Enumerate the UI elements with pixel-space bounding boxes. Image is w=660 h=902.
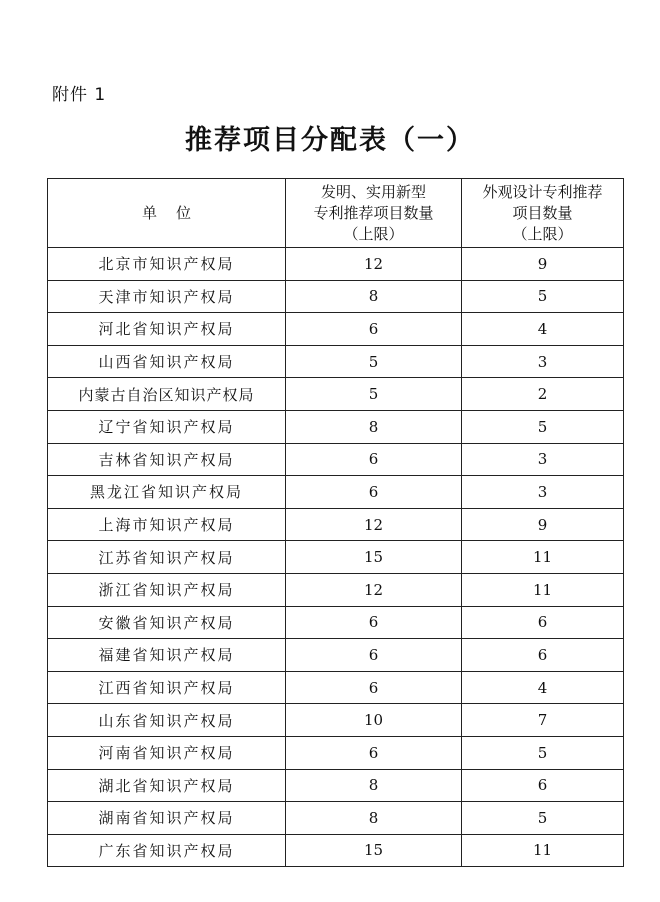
unit-cell: 河北省知识产权局	[48, 313, 286, 346]
table-row	[48, 443, 624, 476]
design-quota-cell: 6	[462, 639, 624, 672]
invention-quota-cell: 6	[286, 736, 462, 769]
design-quota-cell: 5	[462, 736, 624, 769]
table-row	[48, 248, 624, 281]
invention-quota-cell: 6	[286, 606, 462, 639]
invention-quota-cell: 12	[286, 248, 462, 281]
unit-cell: 上海市知识产权局	[48, 508, 286, 541]
table-row	[48, 476, 624, 509]
design-quota-cell: 3	[462, 443, 624, 476]
unit-cell: 内蒙古自治区知识产权局	[48, 378, 286, 411]
table-row	[48, 313, 624, 346]
header-invention-line: 发明、实用新型	[320, 182, 426, 201]
design-quota-cell: 2	[462, 378, 624, 411]
table-row	[48, 704, 624, 737]
unit-cell: 河南省知识产权局	[48, 736, 286, 769]
unit-cell: 福建省知识产权局	[48, 639, 286, 672]
unit-cell: 浙江省知识产权局	[48, 573, 286, 606]
invention-quota-cell: 8	[286, 802, 462, 835]
invention-quota-cell: 6	[286, 671, 462, 704]
unit-cell: 吉林省知识产权局	[48, 443, 286, 476]
design-quota-cell: 11	[462, 834, 624, 867]
attachment-label: 附件 1	[52, 85, 107, 105]
unit-cell: 安徽省知识产权局	[48, 606, 286, 639]
unit-cell: 辽宁省知识产权局	[48, 410, 286, 443]
design-quota-cell: 7	[462, 704, 624, 737]
table-row	[48, 834, 624, 867]
unit-cell: 山西省知识产权局	[48, 345, 286, 378]
table-row	[48, 541, 624, 574]
header-invention-line: 专利推荐项目数量	[313, 203, 434, 222]
invention-quota-cell: 10	[286, 704, 462, 737]
header-design-quota	[462, 179, 624, 248]
invention-quota-cell: 5	[286, 345, 462, 378]
table-row	[48, 345, 624, 378]
design-quota-cell: 4	[462, 671, 624, 704]
invention-quota-cell: 6	[286, 313, 462, 346]
invention-quota-cell: 12	[286, 573, 462, 606]
invention-quota-cell: 8	[286, 769, 462, 802]
header-invention-line: （上限）	[343, 224, 404, 243]
unit-cell: 天津市知识产权局	[48, 280, 286, 313]
unit-cell: 黑龙江省知识产权局	[48, 476, 286, 509]
table-row	[48, 573, 624, 606]
header-invention-quota	[286, 179, 462, 248]
table-row	[48, 769, 624, 802]
table-row	[48, 280, 624, 313]
table-row	[48, 639, 624, 672]
table-row	[48, 508, 624, 541]
table-row	[48, 671, 624, 704]
unit-cell: 广东省知识产权局	[48, 834, 286, 867]
invention-quota-cell: 12	[286, 508, 462, 541]
design-quota-cell: 5	[462, 280, 624, 313]
table-row	[48, 606, 624, 639]
header-design-line: （上限）	[512, 224, 573, 243]
design-quota-cell: 11	[462, 573, 624, 606]
page-title: 推荐项目分配表（一）	[185, 125, 475, 156]
table-row	[48, 802, 624, 835]
table-header-row	[48, 179, 624, 248]
unit-cell: 湖南省知识产权局	[48, 802, 286, 835]
invention-quota-cell: 15	[286, 541, 462, 574]
header-unit: 单 位	[48, 179, 286, 248]
invention-quota-cell: 15	[286, 834, 462, 867]
design-quota-cell: 4	[462, 313, 624, 346]
design-quota-cell: 6	[462, 769, 624, 802]
unit-cell: 山东省知识产权局	[48, 704, 286, 737]
header-design-line: 项目数量	[512, 203, 573, 222]
design-quota-cell: 9	[462, 508, 624, 541]
unit-cell: 湖北省知识产权局	[48, 769, 286, 802]
invention-quota-cell: 8	[286, 280, 462, 313]
table-row	[48, 736, 624, 769]
invention-quota-cell: 6	[286, 639, 462, 672]
table-row	[48, 410, 624, 443]
design-quota-cell: 9	[462, 248, 624, 281]
unit-cell: 江西省知识产权局	[48, 671, 286, 704]
design-quota-cell: 5	[462, 410, 624, 443]
design-quota-cell: 11	[462, 541, 624, 574]
allocation-table	[47, 178, 624, 867]
invention-quota-cell: 5	[286, 378, 462, 411]
design-quota-cell: 3	[462, 345, 624, 378]
unit-cell: 江苏省知识产权局	[48, 541, 286, 574]
header-design-line: 外观设计专利推荐	[482, 182, 603, 201]
design-quota-cell: 3	[462, 476, 624, 509]
unit-cell: 北京市知识产权局	[48, 248, 286, 281]
invention-quota-cell: 8	[286, 410, 462, 443]
design-quota-cell: 5	[462, 802, 624, 835]
invention-quota-cell: 6	[286, 476, 462, 509]
design-quota-cell: 6	[462, 606, 624, 639]
invention-quota-cell: 6	[286, 443, 462, 476]
table-row	[48, 378, 624, 411]
